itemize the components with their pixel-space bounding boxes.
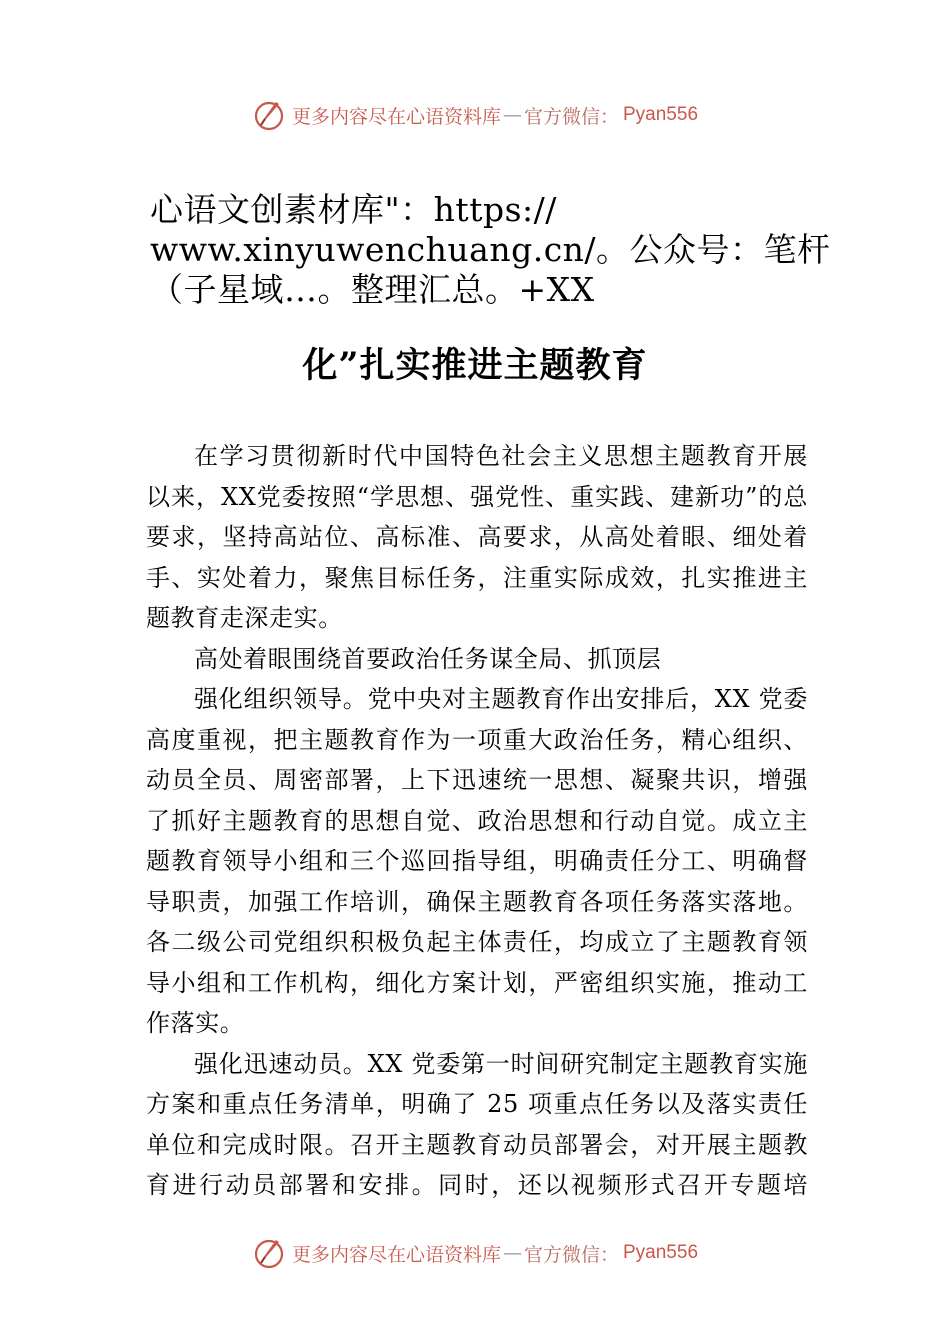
banner-text: 更多内容尽在心语资料库 [291, 1243, 501, 1266]
banner-separator: — [502, 104, 522, 126]
document-title: 化”扎实推进主题教育 [302, 345, 648, 386]
section-heading: 高处着眼围绕首要政治任务谋全局、抓顶层 [194, 644, 662, 673]
banner-wechat-label: 官方微信： [523, 105, 619, 128]
source-note [150, 190, 831, 310]
banner-wechat-id: Pyan556 [623, 1242, 699, 1263]
source-line-2: www.xinyuwenchuang.cn/。公众号：笔杆 [150, 230, 831, 269]
header-banner [0, 95, 950, 135]
source-line-1: 心语文创素材库"：https:// [150, 190, 557, 229]
quill-pen-logo-icon [252, 98, 286, 132]
document-body [146, 436, 808, 1206]
banner-separator: — [502, 1242, 522, 1264]
paragraph-intro: 在学习贯彻新时代中国特色社会主义思想主题教育开展以来，XX党委按照“学思想、强党性、重实践、建新功”的总要求，坚持高站位、高标准、高要求，从高处着眼、细处着手、实处着力，聚焦目标任务，注重实际成效，扎实推进主题教育走深走实。 [146, 442, 808, 632]
quill-pen-logo-icon [252, 1236, 286, 1270]
banner-wechat-id: Pyan556 [623, 104, 699, 125]
paragraph-org-leadership: 强化组织领导。党中央对主题教育作出安排后，XX 党委高度重视，把主题教育作为一项重大政治任务，精心组织、动员全员、周密部署，上下迅速统一思想、凝聚共识，增强了抓好主题教育的思想自觉、政治思想和行动自觉。成立主题教育领导小组和三个巡回指导组，明确责任分工、明确督导职责，加强工作培训，确保主题教育各项任务落实落地。 各二级公司党组织积极负起主体责任，均成立了主题教育领导小组和工作机构，细化方案计划，严密组织实施，推动工作落实。 [146, 685, 808, 1037]
source-line-3: （子星域…。整理汇总。+XX [150, 270, 595, 309]
paragraph-mobilization: 强化迅速动员。XX 党委第一时间研究制定主题教育实施方案和重点任务清单，明确了 25 项重点任务以及落实责任单位和完成时限。召开主题教育动员部署会，对开展主题教育进行动员部署和安排。同时，还以视频形式召开专题培 [146, 1049, 808, 1199]
banner-wechat-label: 官方微信： [523, 1243, 619, 1266]
footer-banner [0, 1233, 950, 1273]
banner-text: 更多内容尽在心语资料库 [291, 105, 501, 128]
